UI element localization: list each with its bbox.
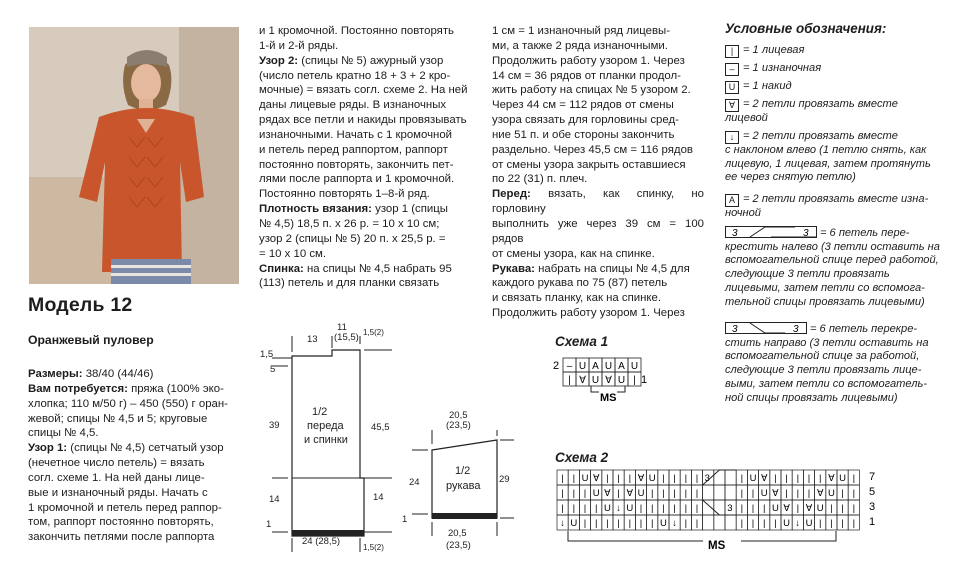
- legend-text: вспомогательной спице за работой,: [725, 350, 920, 363]
- diagram-label: и спинки: [304, 434, 348, 446]
- stitch-symbol: |: [796, 488, 800, 499]
- text-column-1: [28, 367, 240, 545]
- dim-right-14: 14: [373, 492, 384, 503]
- text-column-2: [259, 24, 472, 291]
- stitch-symbol: U: [637, 488, 645, 499]
- text-line: хлопка; 110 м/50 г) – 450 (550) г оран-: [28, 397, 228, 410]
- stitch-symbol: |: [841, 518, 844, 529]
- chart-cell: [725, 470, 736, 485]
- legend-cross-left: [725, 226, 940, 309]
- stitch-symbol: –: [566, 361, 573, 372]
- text-line: (число петель кратно 18 + 3 + 2 кро-: [259, 69, 451, 82]
- stitch-symbol: |: [594, 503, 598, 514]
- stitch-symbol: U: [630, 361, 639, 372]
- diagram-label: переда: [307, 420, 344, 432]
- dim-sleeve-top-205: 20,5: [449, 410, 468, 421]
- dim-left-39: 39: [269, 420, 280, 431]
- text-line: 1 кромочной и петель перед раппор-: [28, 501, 222, 514]
- chart-cell: [725, 515, 736, 530]
- stitch-symbol: |: [796, 503, 800, 514]
- model-photo-illustration: [29, 27, 239, 284]
- text-line: ние 51 п. и обе стороны закончить: [492, 128, 675, 141]
- ssk-symbol-icon: ↓: [725, 131, 739, 144]
- stitch-symbol: |: [852, 503, 856, 514]
- row-number: 7: [869, 471, 876, 483]
- legend-text: вспомогательной спице перед работой,: [725, 254, 939, 267]
- legend-yarnover: [725, 80, 940, 94]
- chart-cell: [725, 485, 736, 500]
- stitch-symbol: |: [762, 518, 766, 529]
- materials-label: Вам потребуется:: [28, 382, 128, 395]
- stitch-symbol: |: [684, 488, 688, 499]
- text-line: рядах все петли и накиды провязывать: [259, 114, 467, 127]
- stitch-symbol: ∀: [828, 473, 835, 484]
- stitch-symbol: ↓: [672, 518, 677, 529]
- model-subtitle: Оранжевый пуловер: [28, 333, 154, 347]
- cable-number: 3: [704, 473, 710, 484]
- legend-text: лицевыми, затем петли со вспомога-: [725, 281, 925, 294]
- stitch-symbol: |: [662, 503, 665, 514]
- text-line: (нечетное число петель) = вязать: [28, 457, 205, 470]
- dim-bottom-152: 1,5(2): [363, 543, 384, 552]
- text-line: набрать на спицы № 4,5 для: [538, 262, 690, 275]
- stitch-symbol: U: [626, 503, 634, 514]
- stitch-symbol: U: [592, 488, 600, 499]
- stitch-symbol: |: [639, 503, 643, 514]
- stitch-symbol: ∀: [637, 473, 645, 484]
- text-line: (113) петель и для планки связать: [259, 277, 440, 290]
- legend-text: ее через снятую петлю): [725, 171, 856, 184]
- ms-label: MS: [708, 540, 726, 552]
- dim-left-5: 5: [270, 364, 276, 375]
- stitch-symbol: |: [583, 518, 587, 529]
- legend-ssk: [725, 130, 940, 185]
- text-line: узор 1 (спицы: [375, 203, 448, 216]
- legend-text: лицевой: [725, 112, 768, 124]
- legend-text: ночной: [725, 207, 761, 219]
- stitch-symbol: |: [628, 518, 632, 529]
- stitch-symbol: U: [839, 473, 847, 484]
- text-line: Постоянно повторять 1–8-й ряд.: [259, 188, 430, 201]
- chart-cell: [714, 500, 725, 515]
- stitch-symbol: |: [684, 503, 688, 514]
- stitch-symbol: U: [659, 518, 667, 529]
- dim-sleeve-left-24: 24: [409, 477, 420, 488]
- stitch-symbol: |: [751, 503, 755, 514]
- cable-number: 3: [803, 228, 809, 238]
- sizes-value: 38/40 (44/46): [85, 368, 154, 380]
- chart-cell: [714, 515, 725, 530]
- stitch-symbol: |: [740, 503, 744, 514]
- text-line: и 1 кромочной. Постоянно повторять: [259, 25, 454, 37]
- stitch-symbol: |: [852, 488, 856, 499]
- stitch-symbol: U: [749, 473, 757, 484]
- stitch-symbol: |: [762, 503, 766, 514]
- text-line: согл. схеме 1. На ней даны лице-: [28, 471, 205, 484]
- dim-sleeve-bottom-235: (23,5): [446, 540, 471, 551]
- text-line: том, раппорт постоянно повторять,: [28, 516, 214, 529]
- stitch-symbol: U: [760, 488, 768, 499]
- dim-top-11: 11: [337, 322, 347, 333]
- stitch-symbol: |: [650, 488, 654, 499]
- diagram-label: 1/2: [455, 465, 471, 477]
- text-line: вые и изнаночный ряды. Начать с: [28, 486, 208, 499]
- legend-text: = 1 изнаночная: [743, 62, 822, 74]
- stitch-symbol: |: [751, 488, 755, 499]
- schema2-grid: [557, 470, 859, 530]
- chart-cell: [703, 500, 714, 515]
- schema1-title: Схема 1: [555, 334, 609, 349]
- stitch-symbol: |: [662, 488, 665, 499]
- stitch-symbol: ∀: [605, 375, 612, 386]
- stitch-symbol: |: [628, 473, 632, 484]
- stitch-symbol: U: [581, 473, 589, 484]
- stitch-symbol: |: [583, 488, 587, 499]
- stitch-symbol: |: [818, 518, 822, 529]
- cable-right-symbol-icon: [725, 322, 807, 334]
- stitch-symbol: U: [591, 375, 600, 386]
- cable-number: 3: [732, 324, 738, 334]
- legend-k2tog: [725, 98, 940, 126]
- stitch-symbol: |: [796, 473, 800, 484]
- legend-title: Условные обозначения:: [725, 21, 887, 36]
- stitch-symbol: U: [648, 473, 656, 484]
- text-line: жевой; спицы № 4,5 и 5; круговые: [28, 412, 208, 425]
- text-line: лями после раппорта и 1 кромочной.: [259, 173, 455, 186]
- stitch-symbol: ↓: [795, 518, 801, 529]
- stitch-symbol: |: [695, 473, 699, 484]
- stitch-symbol: ∀: [805, 503, 813, 514]
- text-line: закончить петлями после раппорта: [28, 531, 215, 544]
- dim-left-15: 1,5: [260, 349, 274, 360]
- text-line: Продолжить работу узором 1. Через: [492, 54, 685, 67]
- row-number: 1: [641, 374, 648, 386]
- legend-text: следующие 3 петли провязать лице-: [725, 364, 922, 377]
- stitch-symbol: |: [572, 473, 576, 484]
- cable-number: 3: [727, 503, 733, 514]
- stitch-symbol: |: [673, 503, 676, 514]
- legend-text: = 2 петли провязать вместе: [743, 130, 898, 142]
- text-line: № 4,5) 18,5 п. х 26 р. = 10 х 10 см;: [259, 217, 440, 230]
- text-line: выполнить уже через 39 см = 100 рядов: [492, 217, 704, 245]
- diagram-label: рукава: [446, 480, 481, 492]
- stitch-symbol: |: [684, 518, 688, 529]
- stitch-symbol: ∀: [783, 503, 790, 514]
- stitch-symbol: |: [673, 488, 676, 499]
- pattern1-label: Узор 1:: [28, 442, 68, 455]
- stitch-symbol: |: [633, 375, 636, 386]
- row-number: 5: [869, 486, 876, 498]
- dim-bottom-24: 24 (28,5): [302, 536, 341, 547]
- stitch-symbol: ↓: [616, 503, 621, 514]
- stitch-symbol: |: [852, 473, 856, 484]
- stitch-symbol: |: [561, 473, 564, 484]
- ms-label: MS: [600, 392, 617, 404]
- stitch-symbol: |: [583, 503, 587, 514]
- dim-left-1: 1: [266, 519, 272, 530]
- dim-sleeve-right-29: 29: [499, 474, 510, 485]
- stitch-symbol: |: [572, 503, 576, 514]
- stitch-symbol: U: [805, 518, 813, 529]
- pattern2-label: Узор 2:: [259, 54, 299, 67]
- legend-text: стить направо (3 петли оставить на: [725, 336, 929, 349]
- stitch-symbol: |: [841, 503, 844, 514]
- stitch-symbol: |: [639, 518, 643, 529]
- k2tog-symbol-icon: ∀: [725, 99, 739, 112]
- stitch-symbol: |: [617, 518, 620, 529]
- stitch-symbol: U: [578, 361, 587, 372]
- stitch-symbol: |: [841, 488, 844, 499]
- stitch-symbol: ∀: [626, 488, 634, 499]
- stitch-symbol: U: [603, 503, 611, 514]
- text-line: каждого рукава по 75 (87) петель: [492, 277, 668, 290]
- stitch-symbol: |: [807, 473, 811, 484]
- dim-top-152: 1,5(2): [363, 328, 384, 337]
- text-line: на спицы № 4,5 набрать 95: [307, 262, 452, 275]
- stitch-symbol: |: [617, 473, 620, 484]
- stitch-symbol: |: [785, 473, 788, 484]
- stitch-symbol: U: [816, 503, 824, 514]
- text-line: постоянно повторять, закончить пет-: [259, 158, 454, 171]
- text-line: от смены узора закрыть оставшиеся: [492, 158, 686, 171]
- stitch-symbol: |: [572, 488, 576, 499]
- back-label: Спинка:: [259, 262, 304, 275]
- stitch-symbol: A: [592, 361, 599, 372]
- stitch-symbol: |: [740, 488, 744, 499]
- legend-text: = 1 лицевая: [743, 44, 805, 56]
- stitch-symbol: |: [650, 503, 654, 514]
- chart-cell: [714, 485, 725, 500]
- stitch-symbol: |: [684, 473, 688, 484]
- sizes-label: Размеры:: [28, 368, 83, 380]
- stitch-symbol: ∀: [604, 488, 611, 499]
- dim-sleeve-left-1: 1: [402, 514, 408, 525]
- stitch-symbol: |: [740, 518, 744, 529]
- text-line: и связать планку, как на спинке.: [492, 292, 662, 305]
- stitch-symbol: |: [606, 473, 609, 484]
- legend-text: с наклоном влево (1 петлю снять, как: [725, 144, 927, 156]
- text-line: Через 44 см = 112 рядов от смены: [492, 99, 674, 112]
- text-line: ми, а также 2 ряда изнаночными.: [492, 39, 668, 52]
- stitch-symbol: ∀: [579, 375, 586, 386]
- legend-text: выми, затем петли со вспомогатель-: [725, 377, 928, 390]
- density-label: Плотность вязания:: [259, 203, 372, 216]
- row-number: 3: [869, 501, 876, 513]
- schema1-grid: [563, 358, 641, 386]
- dim-right-455: 45,5: [371, 422, 390, 433]
- legend-text: следующие 3 петли провязать: [725, 268, 890, 281]
- text-line: и петель перед раппортом, раппорт: [259, 143, 448, 156]
- stitch-symbol: A: [618, 361, 625, 372]
- chart-cell: [714, 470, 725, 485]
- stitch-symbol: |: [818, 473, 822, 484]
- model-photo: [29, 27, 239, 284]
- stitch-symbol: |: [594, 518, 598, 529]
- purl-symbol-icon: –: [725, 63, 739, 76]
- legend-text: = 2 петли провязать вместе: [743, 98, 898, 110]
- text-line: изнаночными. Начать с 1 кромочной: [259, 128, 453, 141]
- schema1-chart: [553, 352, 658, 410]
- stitch-symbol: |: [662, 473, 665, 484]
- legend-purl: [725, 62, 940, 76]
- stitch-symbol: |: [617, 488, 620, 499]
- yarnover-symbol-icon: U: [725, 81, 739, 94]
- stitch-symbol: ∀: [816, 488, 824, 499]
- stitch-symbol: U: [771, 503, 779, 514]
- dim-top-155: (15,5): [334, 332, 359, 343]
- stitch-symbol: ∀: [760, 473, 768, 484]
- legend-p2tog: [725, 193, 940, 221]
- diagram-label: 1/2: [312, 406, 328, 418]
- text-line: Продолжить работу узором 1. Через: [492, 307, 685, 320]
- text-line: даны лицевые ряды. В изнаночных: [259, 99, 447, 112]
- stitch-symbol: U: [783, 518, 791, 529]
- stitch-symbol: |: [673, 473, 676, 484]
- stitch-symbol: |: [695, 518, 699, 529]
- dim-sleeve-bottom-205: 20,5: [448, 528, 467, 539]
- legend-text: = 2 петли провязать вместе изна-: [743, 193, 929, 205]
- legend-knit: [725, 44, 940, 58]
- stitch-symbol: ∀: [772, 488, 779, 499]
- stitch-symbol: ∀: [592, 473, 600, 484]
- text-column-3: [492, 24, 704, 321]
- text-line: жить работу на спицах № 5 узором 2.: [492, 84, 691, 97]
- stitch-symbol: |: [751, 518, 755, 529]
- text-line: пряжа (100% эко-: [131, 382, 224, 395]
- text-line: 1 см = 1 изнаночный ряд лицевы-: [492, 25, 670, 37]
- row-number: 2: [553, 360, 560, 372]
- text-line: узор 2 (спицы № 5) 20 п. х 25,5 р. =: [259, 232, 446, 245]
- stitch-symbol: U: [604, 361, 613, 372]
- stitch-symbol: ↓: [560, 518, 565, 529]
- stitch-symbol: |: [561, 488, 564, 499]
- cable-number: 3: [793, 324, 799, 334]
- stitch-symbol: |: [807, 488, 811, 499]
- stitch-symbol: |: [774, 518, 777, 529]
- legend-text: лицевую, 1 лицевая, затем протянуть: [725, 157, 931, 170]
- garment-diagram: [252, 318, 522, 563]
- front-label: Перед:: [492, 188, 531, 201]
- dim-left-14: 14: [269, 494, 280, 505]
- legend-text: ной спицы провязать лицевыми): [725, 391, 898, 404]
- text-line: (спицы № 5) ажурный узор: [301, 54, 444, 67]
- legend-text: = 6 петель пере-: [820, 227, 910, 239]
- text-line: (спицы № 4,5) сетчатый узор: [70, 442, 224, 455]
- text-line: вязать, как спинку, но горловину: [492, 188, 704, 216]
- cable-number: 3: [732, 228, 738, 238]
- text-line: спицы № 4,5.: [28, 427, 99, 440]
- stitch-symbol: |: [695, 503, 699, 514]
- stitch-symbol: |: [695, 488, 699, 499]
- dim-top-13: 13: [307, 334, 318, 345]
- stitch-symbol: |: [785, 488, 788, 499]
- dim-sleeve-top-235: (23,5): [446, 420, 471, 431]
- text-line: мочные) = вязать согл. схеме 2. На ней: [259, 84, 468, 97]
- text-line: от смены узора, как на спинке.: [492, 247, 655, 260]
- stitch-symbol: |: [830, 518, 833, 529]
- text-line: 1-й и 2-й ряды.: [259, 39, 339, 52]
- legend-cross-right: [725, 322, 940, 405]
- row-number: 1: [869, 516, 876, 528]
- text-line: 14 см = 36 рядов от планки продол-: [492, 69, 681, 82]
- cable-left-symbol-icon: [725, 226, 817, 238]
- stitch-symbol: |: [650, 518, 654, 529]
- text-line: = 10 х 10 см.: [259, 247, 327, 260]
- chart-cell: [703, 515, 714, 530]
- stitch-symbol: U: [617, 375, 626, 386]
- stitch-symbol: |: [774, 473, 777, 484]
- text-line: раздельно. Через 45,5 см = 116 рядов: [492, 143, 693, 156]
- stitch-symbol: |: [561, 503, 564, 514]
- legend-text: = 1 накид: [743, 80, 792, 92]
- text-line: узора связать для горловины сред-: [492, 114, 679, 127]
- knit-symbol-icon: |: [725, 45, 739, 58]
- legend-text: крестить налево (3 петли оставить на: [725, 240, 940, 253]
- stitch-symbol: |: [740, 473, 744, 484]
- stitch-symbol: U: [570, 518, 578, 529]
- text-line: по 22 (31) п. плеч.: [492, 173, 588, 186]
- stitch-symbol: |: [606, 518, 609, 529]
- stitch-symbol: |: [830, 503, 833, 514]
- schema2-title: Схема 2: [555, 450, 609, 465]
- model-title: Модель 12: [28, 294, 133, 316]
- legend-text: тельной спицы провязать лицевыми): [725, 295, 925, 308]
- chart-cell: [703, 485, 714, 500]
- stitch-symbol: |: [568, 375, 571, 386]
- stitch-symbol: U: [827, 488, 835, 499]
- p2tog-symbol-icon: A: [725, 194, 739, 207]
- legend-text: = 6 петель перекре-: [810, 323, 918, 335]
- schema2-chart: [553, 468, 883, 556]
- stitch-symbol: |: [852, 518, 856, 529]
- sleeve-label: Рукава:: [492, 262, 535, 275]
